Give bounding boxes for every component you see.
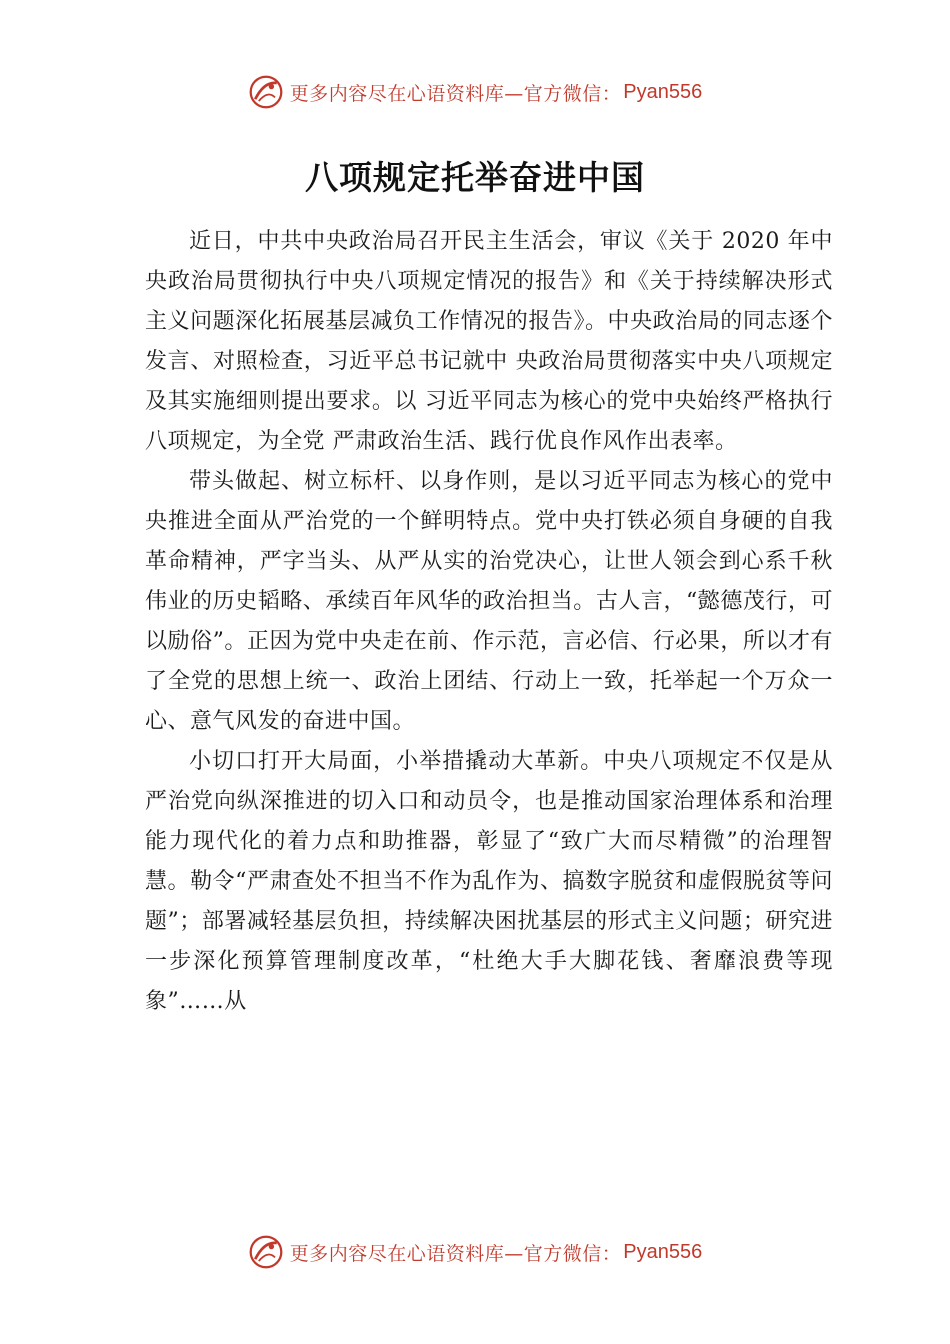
paragraph-1: 近日，中共中央政治局召开民主生活会，审议《关于 2020 年中央政治局贯彻执行中央八项规定情况的报告》和《关于持续解决形式主义问题深化拓展基层减负工作情况的报告》。中央政治局的同志逐个发言、对照检查，习近平总书记就中 央政治局贯彻落实中央八项规定及其实施细则提出要求。以 习近平同志为核心的党中央始终严格执行八项规定，为全党 严肃政治生活、践行优良作风作出表率。 (145, 229, 833, 454)
paragraph-2: 带头做起、树立标杆、以身作则，是以习近平同志为核心的党中央推进全面从严治党的一个鲜明特点。党中央打铁必须自身硬的自我革命精神，严字当头、从严从实的治党决心，让世人领会到心系千秋伟业的历史韬略、承续百年风华的政治担当。古人言，“懿德茂行，可以励俗”。正因为党中央走在前、作示范，言必信、行必果，所以才有了全党的思想上统一、政治上团结、行动上一致，托举起一个万众一心、意气风发的奋进中国。 (145, 469, 833, 734)
paragraph-3: 小切口打开大局面，小举措撬动大革新。中央八项规定不仅是从严治党向纵深推进的切入口和动员令，也是推动国家治理体系和治理能力现代化的着力点和助推器，彰显了“致广大而尽精微”的治理智慧。勒令“严肃查处不担当不作为乱作为、搞数字脱贫和虚假脱贫等问题”；部署减轻基层负担，持续解决困扰基层的形式主义问题；研究进一步深化预算管理制度改革，“杜绝大手大脚花钱、奢靡浪费等现象”……从 (145, 749, 833, 1014)
logo-icon (248, 74, 284, 110)
article-body (145, 222, 833, 1022)
header-banner-text: 更多内容尽在心语资料库—官方微信： (289, 82, 622, 105)
footer-wechat-id: Pyan556 (623, 1240, 703, 1263)
footer-banner (0, 1232, 950, 1272)
header-wechat-id: Pyan556 (623, 80, 703, 103)
logo-icon (248, 1234, 284, 1270)
header-banner (0, 72, 950, 112)
article-title: 八项规定托举奋进中国 (305, 158, 645, 197)
footer-banner-text: 更多内容尽在心语资料库—官方微信： (289, 1242, 622, 1265)
